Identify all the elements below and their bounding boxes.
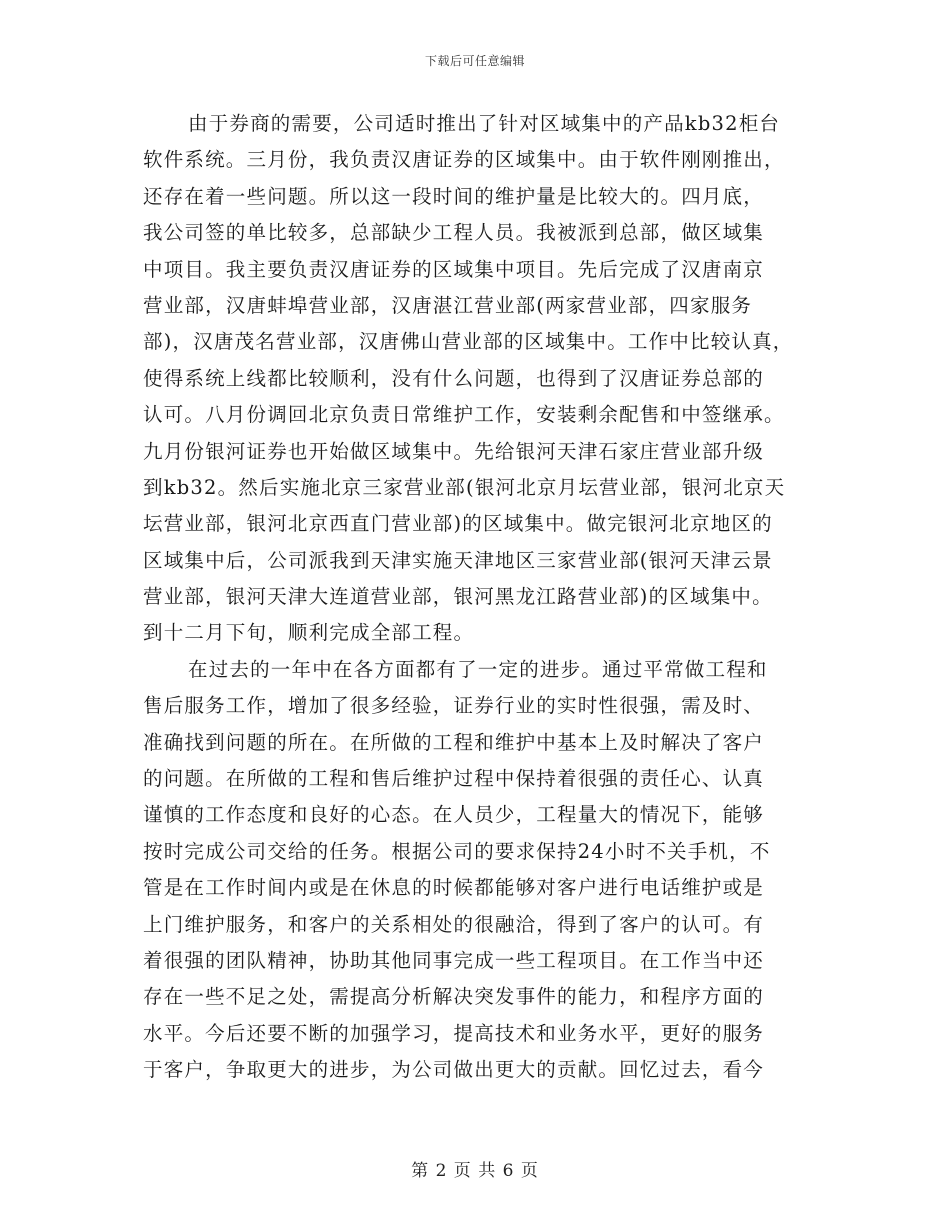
text-line: 由于券商的需要，公司适时推出了针对区域集中的产品kb32柜台 [188,112,781,135]
text-line: 着很强的团队精神，协助其他同事完成一些工程项目。在工作当中还 [143,948,765,972]
text-line: 认可。八月份调回北京负责日常维护工作，安装剩余配售和中签继承。 [143,403,785,427]
text-line: 中项目。我主要负责汉唐证券的区域集中项目。先后完成了汉唐南京 [143,257,765,281]
text-line: 于客户，争取更大的进步，为公司做出更大的贡献。回忆过去，看今 [143,1058,765,1082]
text-line: 九月份银河证券也开始做区域集中。先给银河天津石家庄营业部升级 [143,439,765,463]
page-footer: 第 2 页 共 6 页 [411,1161,539,1181]
paragraph-1 [143,106,813,652]
text-line: 按时完成公司交给的任务。根据公司的要求保持24小时不关手机，不 [143,839,771,863]
text-line: 存在一些不足之处，需提高分析解决突发事件的能力，和程序方面的 [143,985,765,1009]
text-line: 水平。今后还要不断的加强学习，提高技术和业务水平，更好的服务 [143,1021,765,1045]
text-line: 我公司签的单比较多，总部缺少工程人员。我被派到总部，做区域集 [143,221,765,245]
text-line: 坛营业部，银河北京西直门营业部)的区域集中。做完银河北京地区的 [143,512,773,536]
text-line: 部)，汉唐茂名营业部，汉唐佛山营业部的区域集中。工作中比较认真， [143,330,794,354]
document-body [143,106,813,1089]
text-line: 售后服务工作，增加了很多经验，证券行业的实时性很强，需及时、 [143,694,765,718]
text-line: 到十二月下旬，顺利完成全部工程。 [143,621,475,645]
text-line: 上门维护服务，和客户的关系相处的很融洽，得到了客户的认可。有 [143,912,765,936]
text-line: 还存在着一些问题。所以这一段时间的维护量是比较大的。四月底， [143,184,765,208]
text-line: 使得系统上线都比较顺利，没有什么问题，也得到了汉唐证券总部的 [143,366,765,390]
text-line: 软件系统。三月份，我负责汉唐证券的区域集中。由于软件刚刚推出， [143,148,785,172]
text-line: 管是在工作时间内或是在休息的时候都能够对客户进行电话维护或是 [143,876,765,900]
text-line: 到kb32。然后实施北京三家营业部(银河北京月坛营业部，银河北京天 [143,475,786,499]
text-line: 准确找到问题的所在。在所做的工程和维护中基本上及时解决了客户 [143,730,765,754]
text-line: 谨慎的工作态度和良好的心态。在人员少，工程量大的情况下，能够 [143,803,765,827]
paragraph-2 [143,652,813,1089]
text-line: 区域集中后，公司派我到天津实施天津地区三家营业部(银河天津云景 [143,548,773,572]
page-header: 下载后可任意编辑 [424,54,525,68]
text-line: 在过去的一年中在各方面都有了一定的进步。通过平常做工程和 [188,657,768,681]
text-line: 营业部，汉唐蚌埠营业部，汉唐湛江营业部(两家营业部，四家服务 [143,293,753,317]
text-line: 的问题。在所做的工程和售后维护过程中保持着很强的责任心、认真 [143,767,765,791]
text-line: 营业部，银河天津大连道营业部，银河黑龙江路营业部)的区域集中。 [143,585,773,609]
